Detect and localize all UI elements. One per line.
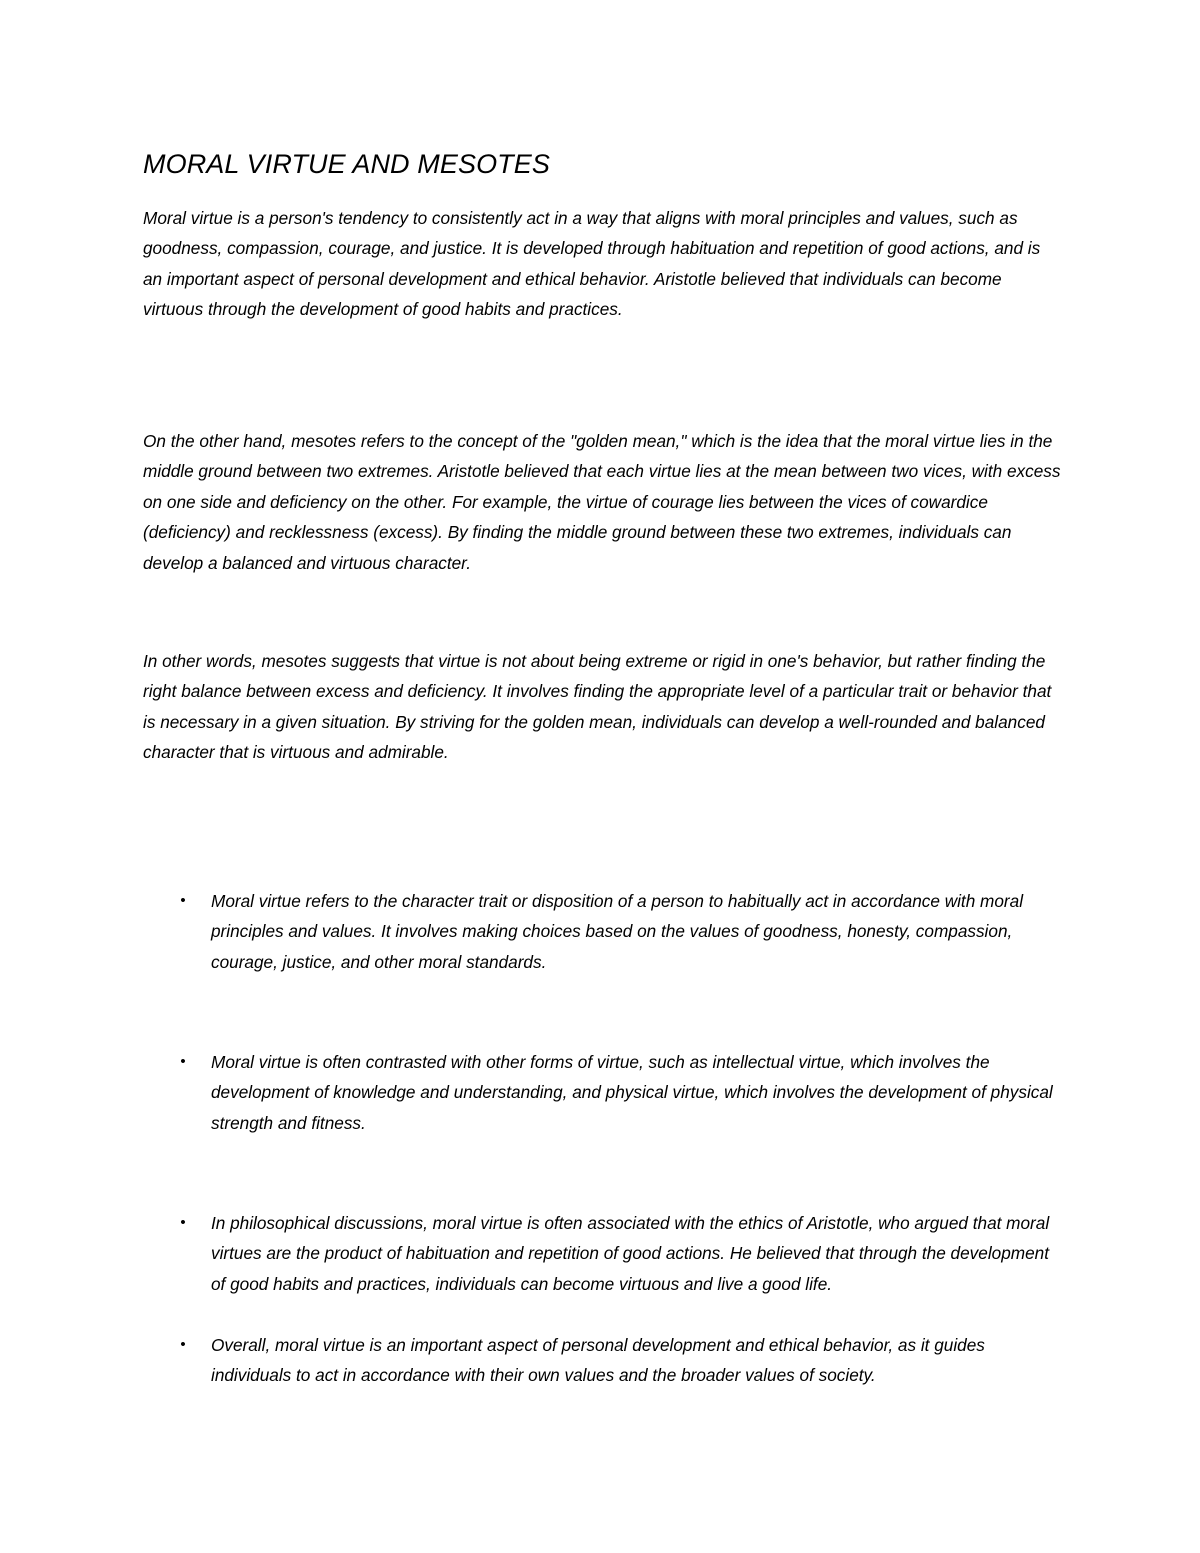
list-item-text: Overall, moral virtue is an important aspect of personal development and ethical behavior, as it guides individuals to act in accordance with their own values and the broader values of society. bbox=[211, 1335, 985, 1386]
paragraph-moral-virtue: Moral virtue is a person's tendency to consistently act in a way that aligns with moral principles and values, such as goodness, compassion, courage, and justice. It is developed through habituation and repetition of good actions, and is an important aspect of personal development and ethical behavior. Aristotle believed that individuals can become virtuous through the development of good habits and practices. bbox=[143, 208, 1041, 320]
list-item-text: Moral virtue is often contrasted with other forms of virtue, such as intellectual virtue, which involves the development of knowledge and understanding, and physical virtue, which involves the development of physical strength and fitness. bbox=[211, 1052, 1053, 1133]
document-title: MORAL VIRTUE AND MESOTES bbox=[143, 149, 550, 179]
bullet-icon: • bbox=[180, 892, 186, 909]
list-item bbox=[180, 1047, 1061, 1138]
list-item-text: In philosophical discussions, moral virtue is often associated with the ethics of Aristotle, who argued that moral virtues are the product of habituation and repetition of good actions. He believed that through the development of good habits and practices, individuals can become virtuous and live a good life. bbox=[211, 1213, 1050, 1294]
list-item bbox=[180, 1330, 1061, 1391]
paragraph-other-words: In other words, mesotes suggests that virtue is not about being extreme or rigid in one's behavior, but rather finding the right balance between excess and deficiency. It involves finding the appropriate level of a particular trait or behavior that is necessary in a given situation. By striving for the golden mean, individuals can develop a well-rounded and balanced character that is virtuous and admirable. bbox=[143, 651, 1052, 763]
bullet-icon: • bbox=[180, 1214, 186, 1231]
paragraph-mesotes: On the other hand, mesotes refers to the concept of the "golden mean," which is the idea that the moral virtue lies in the middle ground between two extremes. Aristotle believed that each virtue lies at the mean between two vices, with excess on one side and deficiency on the other. For example, the virtue of courage lies between the vices of cowardice (deficiency) and recklessness (excess). By finding the middle ground between these two extremes, individuals can develop a balanced and virtuous character. bbox=[143, 431, 1061, 573]
list-item-text: Moral virtue refers to the character trait or disposition of a person to habitually act in accordance with moral principles and values. It involves making choices based on the values of goodness, honesty, compassion, courage, justice, and other moral standards. bbox=[211, 891, 1024, 972]
bullet-icon: • bbox=[180, 1336, 186, 1353]
bullet-icon: • bbox=[180, 1053, 186, 1070]
list-item bbox=[180, 1208, 1061, 1299]
list-item bbox=[180, 886, 1061, 977]
